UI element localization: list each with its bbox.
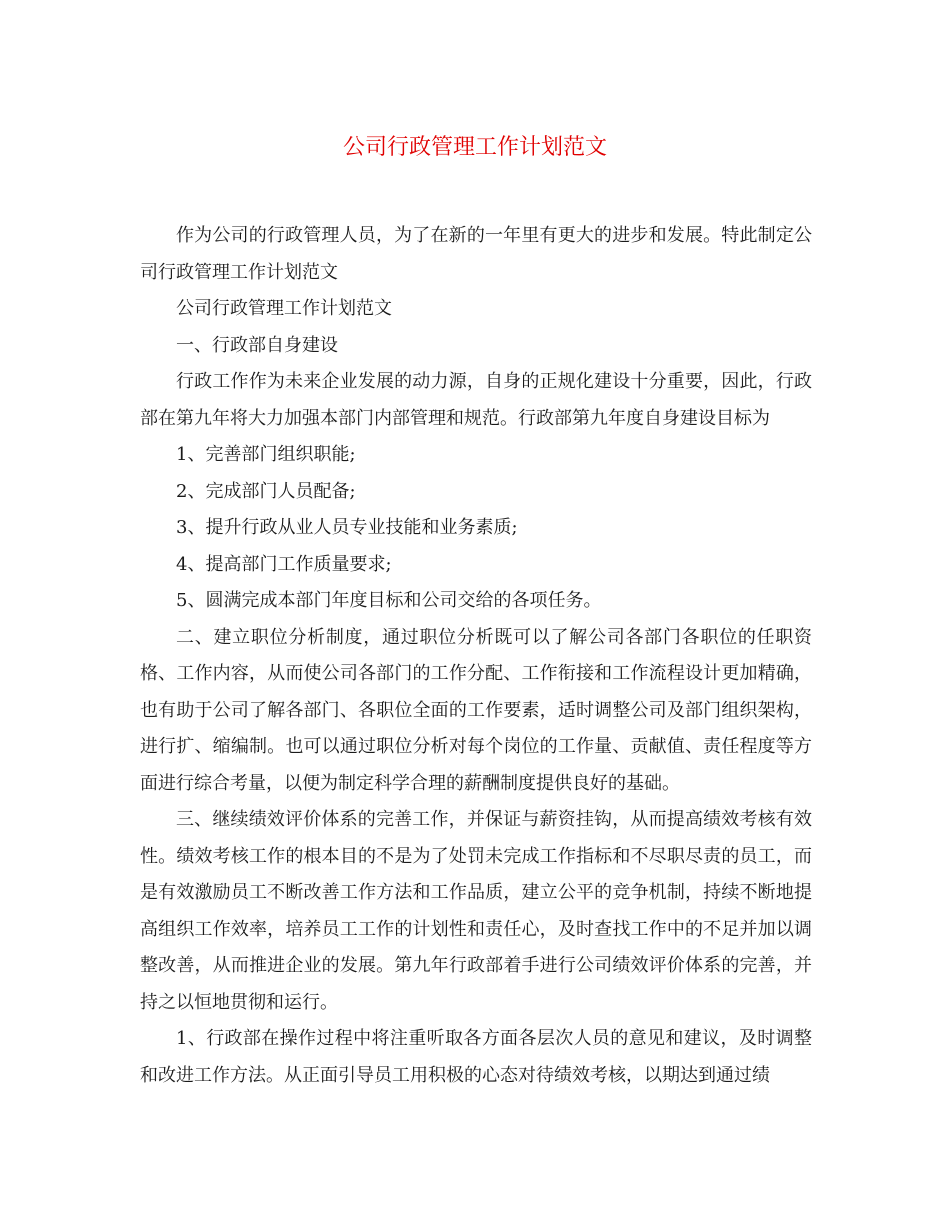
subtitle-paragraph: 公司行政管理工作计划范文 [176, 298, 392, 319]
goal-item-4: 4、提高部门工作质量要求; [176, 553, 392, 575]
goal-item-2: 2、完成部门人员配备; [176, 480, 356, 502]
section-2-paragraph: 二、建立职位分析制度，通过职位分析既可以了解公司各部门各职位的任职资格、工作内容，从而使公司各部门的工作分配、工作衔接和工作流程设计更加精确，也有助于公司了解各部门、各职位全面的工作要素，适时调整公司及部门组织架构，进行扩、缩编制。也可以通过职位分析对每个岗位的工作量、贡献值、责任程度等方面进行综合考量，以便为制定科学合理的薪酬制度提供良好的基础。 [140, 626, 812, 794]
section-3-item-1: 1、行政部在操作过程中将注重听取各方面各层次人员的意见和建议，及时调整和改进工作方法。从正面引导员工用积极的心态对待绩效考核，以期达到通过绩 [140, 1028, 812, 1086]
goal-item-3: 3、提升行政从业人员专业技能和业务素质; [176, 517, 518, 538]
section-heading-1: 一、行政部自身建设 [176, 334, 338, 356]
document-title: 公司行政管理工作计划范文 [342, 135, 607, 160]
section-3-paragraph: 三、继续绩效评价体系的完善工作，并保证与薪资挂钩，从而提高绩效考核有效性。绩效考核工作的根本目的不是为了处罚未完成工作指标和不尽职尽责的员工，而是有效激励员工不断改善工作方法和工作品质，建立公平的竞争机制，持续不断地提高组织工作效率，培养员工工作的计划性和责任心，及时查找工作中的不足并加以调整改善，从而推进企业的发展。第九年行政部着手进行公司绩效评价体系的完善，并持之以恒地贯彻和运行。 [140, 809, 812, 1013]
section-1-paragraph: 行政工作作为未来企业发展的动力源，自身的正规化建设十分重要，因此，行政部在第九年将大力加强本部门内部管理和规范。行政部第九年度自身建设目标为 [140, 371, 812, 429]
document-body [140, 218, 812, 1094]
intro-paragraph: 作为公司的行政管理人员，为了在新的一年里有更大的进步和发展。特此制定公司行政管理工作计划范文 [140, 225, 812, 283]
goal-item-1: 1、完善部门组织职能; [176, 444, 356, 465]
goal-item-5: 5、圆满完成本部门年度目标和公司交给的各项任务。 [176, 590, 602, 611]
